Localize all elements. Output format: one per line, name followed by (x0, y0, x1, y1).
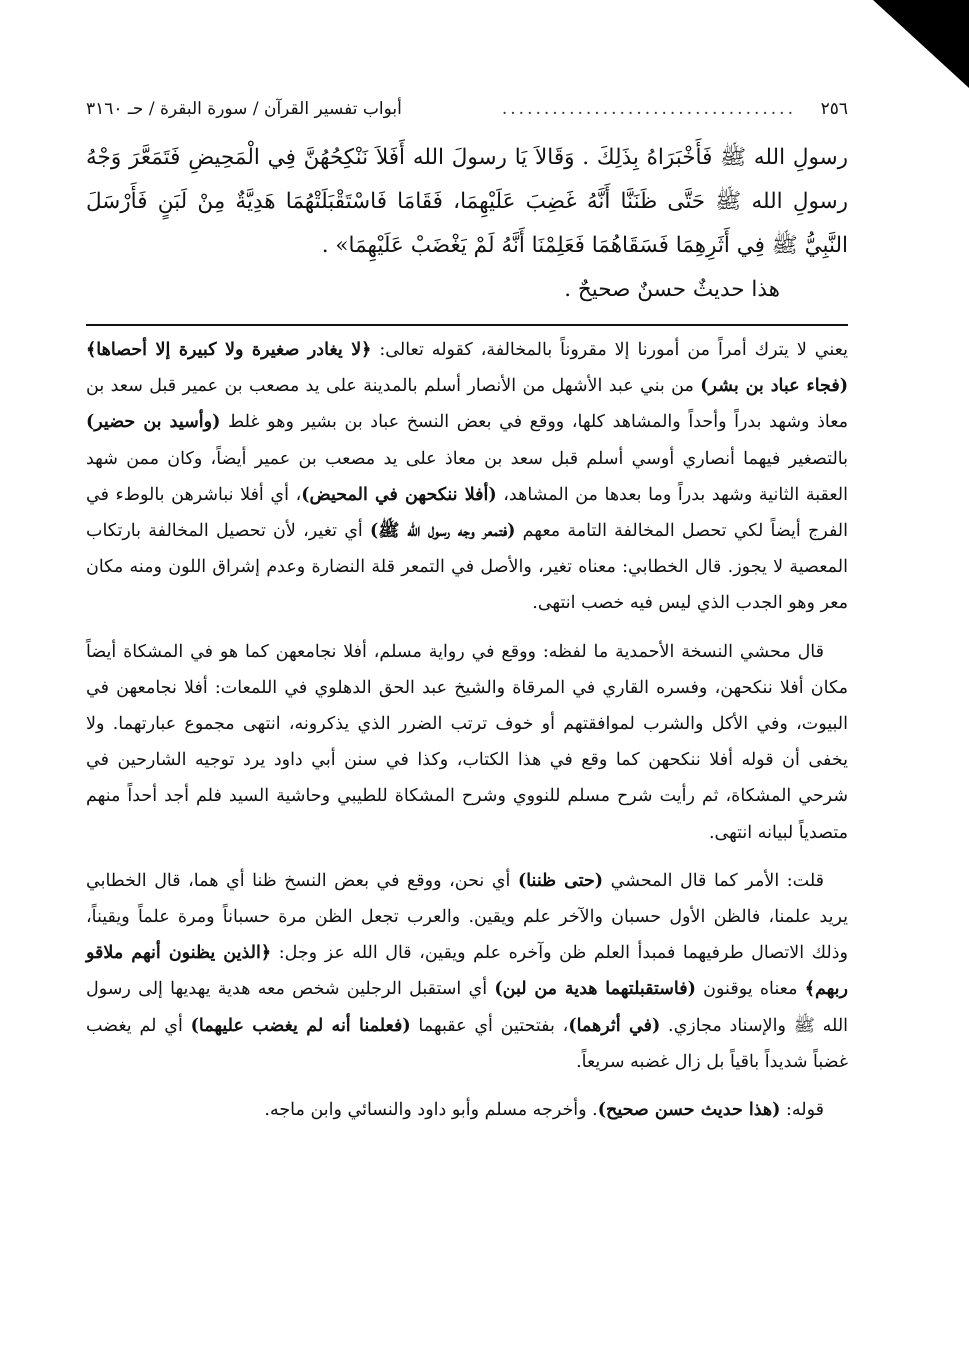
commentary-text: من بني عبد الأشهل من الأنصار أسلم بالمدينة على يد مصعب بن عمير قبل سعد بن معاذ وشهد بدراً وأحداً والمشاهد كلها، ووقع في بعض النسخ عباد بن بشير وهو غلط (86, 376, 849, 433)
quoted-phrase: (حتى ظننا) (517, 870, 604, 891)
commentary-paragraph (86, 332, 848, 622)
quoted-phrase: (فجاء عباد بن بشر) (700, 376, 848, 397)
commentary-text: أي لم يغضب غضباً شديداً باقياً بل زال غضبه سريعاً. (86, 1015, 848, 1072)
commentary-text: أي استقبل الرجلين شخص معه هدية يهديها إلى رسول الله ﷺ والإسناد مجازي. (86, 979, 849, 1036)
commentary-text: يعني لا يترك أمراً من أمورنا إلا مقروناً بالمخالفة، كقوله تعالى: (371, 340, 848, 360)
commentary-paragraph (86, 634, 848, 851)
commentary-paragraph (86, 1092, 848, 1128)
book-page (86, 92, 848, 1140)
commentary-text: ، بفتحتين أي عقبهما (410, 1015, 569, 1036)
commentary-text: أي نحن، ووقع في بعض النسخ ظنا أي هما، قال الخطابي يريد علمنا، فالظن الأول حسبان والآخر علم ويقين. والعرب تجعل الظن مرة حسباناً ومرة علماً ويقيناً، وذلك الاتصال طرفيهما فمبدأ العلم ظن وآخره علم ويقين، قال الله عز وجل: (86, 870, 848, 964)
commentary-text: . وأخرجه مسلم وأبو داود والنسائي وابن ماجه. (264, 1100, 598, 1121)
running-title: أبواب تفسير القرآن / سورة البقرة / حـ ٣١٦٠ (86, 99, 402, 119)
quoted-verse: ﴿لا يغادر صغيرة ولا كبيرة إلا أحصاها﴾ (86, 340, 372, 360)
commentary (86, 332, 848, 1128)
hadith-body: رسولِ الله ﷺ فَأَخْبَرَاهُ بِذَلِكَ . وَقَالاَ يَا رسولَ الله أَفَلاَ نَنْكِحُهُنَّ فِي الْمَحِيضِ فَتَمَعَّرَ وَجْهُ رسولِ الله ﷺ حَتَّى ظَنَنَّا أَنَّهُ غَضِبَ عَلَيْهِمَا، فَقَامَا فَاسْتَقْبَلَتْهُمَا هَدِيَّةٌ مِنْ لَبَنٍ فَأَرْسَلَ النَّبِيُّ ﷺ فِي أَثَرِهِمَا فَسَقَاهُمَا فَعَلِمْنَا أَنَّهُ لَمْ يَغْضَبْ عَلَيْهِمَا» . (86, 145, 848, 258)
page-header (86, 92, 848, 126)
separator-rule (86, 324, 848, 326)
commentary-text: قوله: (780, 1100, 824, 1121)
quoted-phrase: (في أثرهما) (568, 1015, 661, 1036)
page-number: ٢٥٦ (820, 99, 848, 119)
quoted-verse: ﴿الذين يظنون أنهم ملاقو ربهم﴾ (86, 943, 849, 1000)
quoted-phrase: (وأسيد بن حضير) (86, 412, 221, 433)
page-corner-marker (873, 0, 969, 88)
commentary-text: قلت: الأمر كما قال المحشي (603, 870, 824, 891)
commentary-text: ، أي أفلا نباشرهن بالوطء في الفرج أيضاً لكي تحصل المخالفة التامة معهم (86, 484, 848, 542)
commentary-text: قال محشي النسخة الأحمدية ما لفظه: ووقع في رواية مسلم، أفلا نجامعهن كما هو في المشكاة أيضاً مكان أفلا ننكحهن، وفسره القاري في المرقاة والشيخ عبد الحق الدهلوي في اللمعات: أفلا نجامعهن في البيوت، وفي الأكل والشرب لموافقتهم أو خوف ترتب الضرر الذي يذكرونه، انتهى مجموع عبارتهما. ولا يخفى أن قوله أفلا ننكحهن كما وقع في هذا الكتاب، وكذا في سنن أبي داود يرد توجيه الشارحين في شرحي المشكاة، ثم رأيت شرح مسلم للنووي وشرح المشكاة للطيبي وحاشية السيد فلم أجد أحداً منهم متصدياً لبيانه انتهى. (86, 641, 848, 843)
hadith-text (86, 136, 848, 312)
quoted-phrase: (فاستقبلتهما هدية من لبن) (494, 979, 696, 1000)
header-dot-leader: ................................... (501, 99, 796, 119)
quoted-phrase: (فتمعر وجه رسول الله ﷺ) (370, 521, 516, 542)
hadith-grade: هذا حديثٌ حسنٌ صحيحٌ . (564, 277, 780, 302)
quoted-phrase: (هذا حديث حسن صحيح) (597, 1100, 781, 1121)
quoted-phrase: (أفلا ننكحهن في المحيض) (301, 484, 497, 505)
commentary-text: أي تغير، لأن تحصيل المخالفة بارتكاب المعصية لا يجوز. قال الخطابي: معناه تغير، والأصل في التمعر قلة النضارة وعدم إشراق اللون ومنه مكان معر وهو الجدب الذي ليس فيه خصب انتهى. (86, 521, 848, 614)
quoted-phrase: (فعلمنا أنه لم يغضب عليهما) (190, 1015, 411, 1036)
commentary-paragraph (86, 863, 848, 1080)
commentary-text: بالتصغير فيهما أنصاري أوسي أسلم قبل سعد بن معاذ على يد مصعب بن عمير أيضاً، وكان ممن شهد العقبة الثانية وشهد بدراً وما بعدها من المشاهد، (86, 448, 848, 505)
commentary-text: معناه يوقنون (695, 979, 805, 1000)
